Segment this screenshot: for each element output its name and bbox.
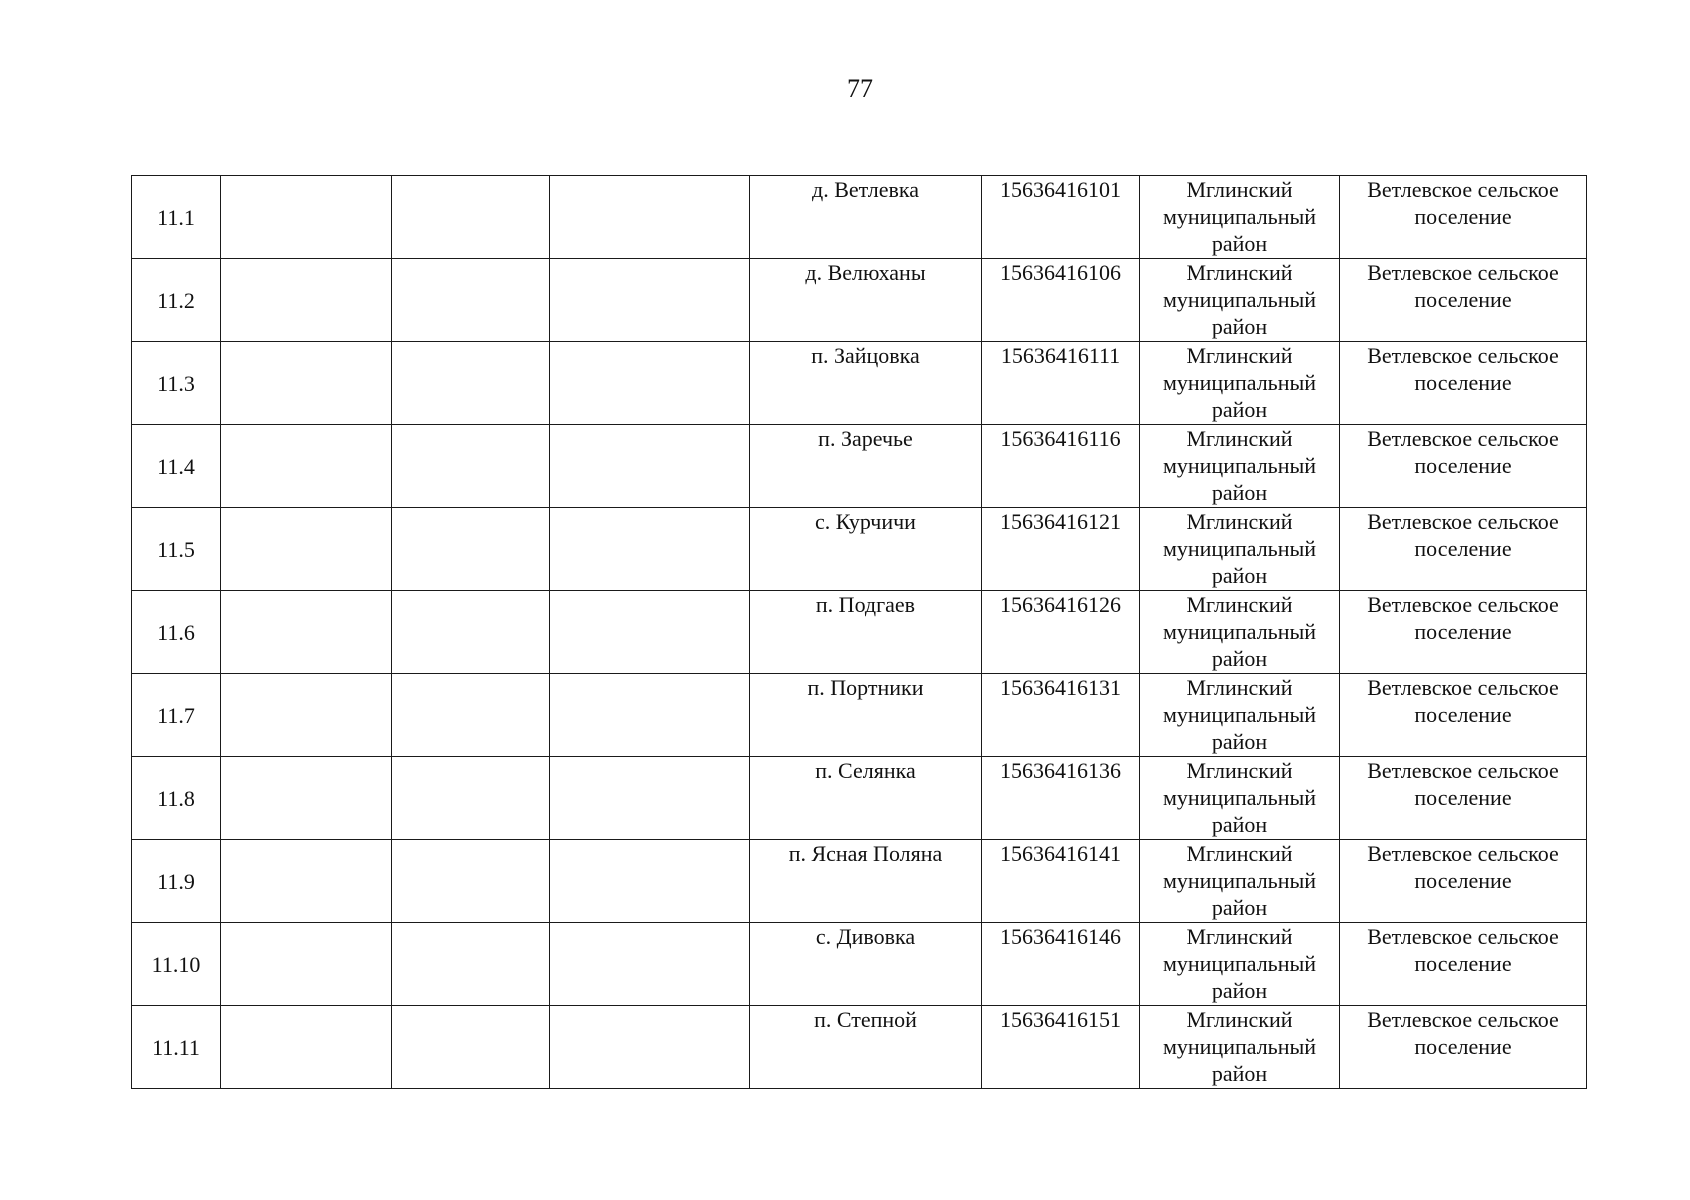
district-cell: Мглинский муниципальный район xyxy=(1140,591,1340,674)
empty-cell xyxy=(550,508,750,591)
empty-cell xyxy=(550,591,750,674)
empty-cell xyxy=(392,591,550,674)
municipality-cell: Ветлевское сельское поселение xyxy=(1340,508,1587,591)
empty-cell xyxy=(221,508,392,591)
municipality-cell: Ветлевское сельское поселение xyxy=(1340,425,1587,508)
row-number-cell: 11.9 xyxy=(132,840,221,923)
table-row xyxy=(132,508,1587,591)
settlement-cell: п. Селянка xyxy=(750,757,982,840)
empty-cell xyxy=(221,259,392,342)
municipality-cell: Ветлевское сельское поселение xyxy=(1340,176,1587,259)
row-number-cell: 11.3 xyxy=(132,342,221,425)
oktmo-code-cell: 15636416146 xyxy=(982,923,1140,1006)
settlement-cell: п. Заречье xyxy=(750,425,982,508)
district-cell: Мглинский муниципальный район xyxy=(1140,342,1340,425)
table-row xyxy=(132,425,1587,508)
empty-cell xyxy=(392,259,550,342)
settlement-cell: п. Зайцовка xyxy=(750,342,982,425)
municipality-cell: Ветлевское сельское поселение xyxy=(1340,1006,1587,1089)
municipality-cell: Ветлевское сельское поселение xyxy=(1340,674,1587,757)
empty-cell xyxy=(392,757,550,840)
empty-cell xyxy=(550,674,750,757)
row-number-cell: 11.10 xyxy=(132,923,221,1006)
empty-cell xyxy=(392,342,550,425)
empty-cell xyxy=(550,840,750,923)
settlement-cell: п. Ясная Поляна xyxy=(750,840,982,923)
table-row xyxy=(132,1006,1587,1089)
empty-cell xyxy=(550,342,750,425)
empty-cell xyxy=(221,674,392,757)
settlement-cell: д. Велюханы xyxy=(750,259,982,342)
empty-cell xyxy=(392,176,550,259)
table-row xyxy=(132,923,1587,1006)
table-row xyxy=(132,591,1587,674)
empty-cell xyxy=(392,674,550,757)
empty-cell xyxy=(392,923,550,1006)
empty-cell xyxy=(221,176,392,259)
empty-cell xyxy=(221,591,392,674)
empty-cell xyxy=(221,1006,392,1089)
empty-cell xyxy=(221,757,392,840)
empty-cell xyxy=(392,1006,550,1089)
oktmo-code-cell: 15636416121 xyxy=(982,508,1140,591)
table-row xyxy=(132,176,1587,259)
district-cell: Мглинский муниципальный район xyxy=(1140,176,1340,259)
empty-cell xyxy=(221,342,392,425)
row-number-cell: 11.5 xyxy=(132,508,221,591)
empty-cell xyxy=(221,840,392,923)
settlement-cell: д. Ветлевка xyxy=(750,176,982,259)
oktmo-code-cell: 15636416136 xyxy=(982,757,1140,840)
empty-cell xyxy=(550,1006,750,1089)
settlement-cell: с. Курчичи xyxy=(750,508,982,591)
district-cell: Мглинский муниципальный район xyxy=(1140,1006,1340,1089)
empty-cell xyxy=(392,508,550,591)
empty-cell xyxy=(550,757,750,840)
settlement-cell: п. Степной xyxy=(750,1006,982,1089)
row-number-cell: 11.4 xyxy=(132,425,221,508)
oktmo-code-cell: 15636416111 xyxy=(982,342,1140,425)
district-cell: Мглинский муниципальный район xyxy=(1140,840,1340,923)
table-row xyxy=(132,674,1587,757)
settlement-cell: с. Дивовка xyxy=(750,923,982,1006)
row-number-cell: 11.1 xyxy=(132,176,221,259)
row-number-cell: 11.7 xyxy=(132,674,221,757)
row-number-cell: 11.11 xyxy=(132,1006,221,1089)
table-row xyxy=(132,840,1587,923)
oktmo-code-cell: 15636416141 xyxy=(982,840,1140,923)
oktmo-code-cell: 15636416101 xyxy=(982,176,1140,259)
empty-cell xyxy=(550,259,750,342)
empty-cell xyxy=(550,176,750,259)
municipality-cell: Ветлевское сельское поселение xyxy=(1340,342,1587,425)
district-cell: Мглинский муниципальный район xyxy=(1140,923,1340,1006)
oktmo-code-cell: 15636416131 xyxy=(982,674,1140,757)
district-cell: Мглинский муниципальный район xyxy=(1140,508,1340,591)
municipality-cell: Ветлевское сельское поселение xyxy=(1340,840,1587,923)
empty-cell xyxy=(550,923,750,1006)
oktmo-code-cell: 15636416106 xyxy=(982,259,1140,342)
settlement-cell: п. Подгаев xyxy=(750,591,982,674)
page-number: 77 xyxy=(847,74,873,103)
empty-cell xyxy=(221,923,392,1006)
municipality-cell: Ветлевское сельское поселение xyxy=(1340,757,1587,840)
municipality-cell: Ветлевское сельское поселение xyxy=(1340,923,1587,1006)
empty-cell xyxy=(221,425,392,508)
district-cell: Мглинский муниципальный район xyxy=(1140,425,1340,508)
row-number-cell: 11.8 xyxy=(132,757,221,840)
table-row xyxy=(132,259,1587,342)
row-number-cell: 11.2 xyxy=(132,259,221,342)
settlement-cell: п. Портники xyxy=(750,674,982,757)
empty-cell xyxy=(392,425,550,508)
oktmo-code-cell: 15636416151 xyxy=(982,1006,1140,1089)
empty-cell xyxy=(550,425,750,508)
municipality-cell: Ветлевское сельское поселение xyxy=(1340,591,1587,674)
table-row xyxy=(132,757,1587,840)
district-cell: Мглинский муниципальный район xyxy=(1140,674,1340,757)
settlements-table xyxy=(131,175,1587,1089)
oktmo-code-cell: 15636416126 xyxy=(982,591,1140,674)
table-row xyxy=(132,342,1587,425)
district-cell: Мглинский муниципальный район xyxy=(1140,259,1340,342)
empty-cell xyxy=(392,840,550,923)
municipality-cell: Ветлевское сельское поселение xyxy=(1340,259,1587,342)
oktmo-code-cell: 15636416116 xyxy=(982,425,1140,508)
district-cell: Мглинский муниципальный район xyxy=(1140,757,1340,840)
row-number-cell: 11.6 xyxy=(132,591,221,674)
